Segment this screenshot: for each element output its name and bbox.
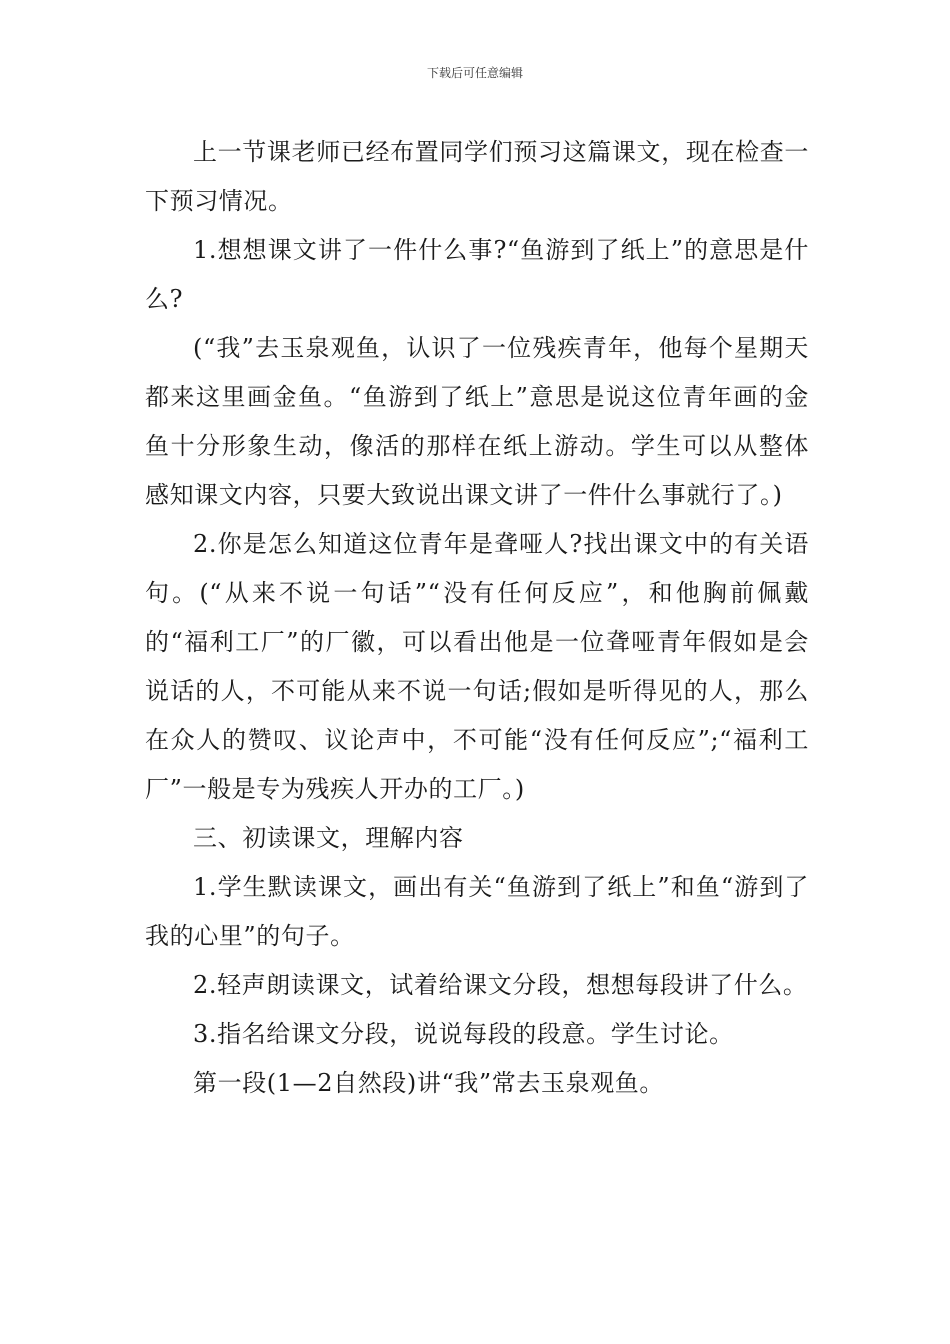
- page-header-note: 下载后可任意编辑: [426, 66, 523, 80]
- paragraph-intro: 上一节课老师已经布置同学们预习这篇课文，现在检查一下预习情况。: [145, 138, 809, 215]
- paragraph-answer-1: (“我”去玉泉观鱼，认识了一位残疾青年，他每个星期天都来这里画金鱼。“鱼游到了纸上”意思是说这位青年画的金鱼十分形象生动，像活的那样在纸上游动。学生可以从整体感知课文内容，只要大致说出课文讲了一件什么事就行了。): [145, 334, 809, 509]
- paragraph-step-1: 1.学生默读课文，画出有关“鱼游到了纸上”和鱼“游到了我的心里”的句子。: [145, 873, 809, 950]
- paragraph-section-one: 第一段(1—2自然段)讲“我”常去玉泉观鱼。: [193, 1069, 665, 1097]
- section-heading-3: 三、初读课文，理解内容: [193, 824, 464, 852]
- document-body: [145, 128, 809, 1108]
- paragraph-question-1: 1.想想课文讲了一件什么事?“鱼游到了纸上”的意思是什么?: [145, 236, 809, 313]
- paragraph-question-2: 2.你是怎么知道这位青年是聋哑人?找出课文中的有关语句。(“从来不说一句话”“没有任何反应”，和他胸前佩戴的“福利工厂”的厂徽，可以看出他是一位聋哑青年假如是会说话的人，不可能从来不说一句话;假如是听得见的人，那么在众人的赞叹、议论声中，不可能“没有任何反应”;“福利工厂”一般是专为残疾人开办的工厂。): [145, 530, 809, 803]
- paragraph-step-3: 3.指名给课文分段，说说每段的段意。学生讨论。: [193, 1020, 734, 1048]
- paragraph-step-2: 2.轻声朗读课文，试着给课文分段，想想每段讲了什么。: [193, 971, 808, 999]
